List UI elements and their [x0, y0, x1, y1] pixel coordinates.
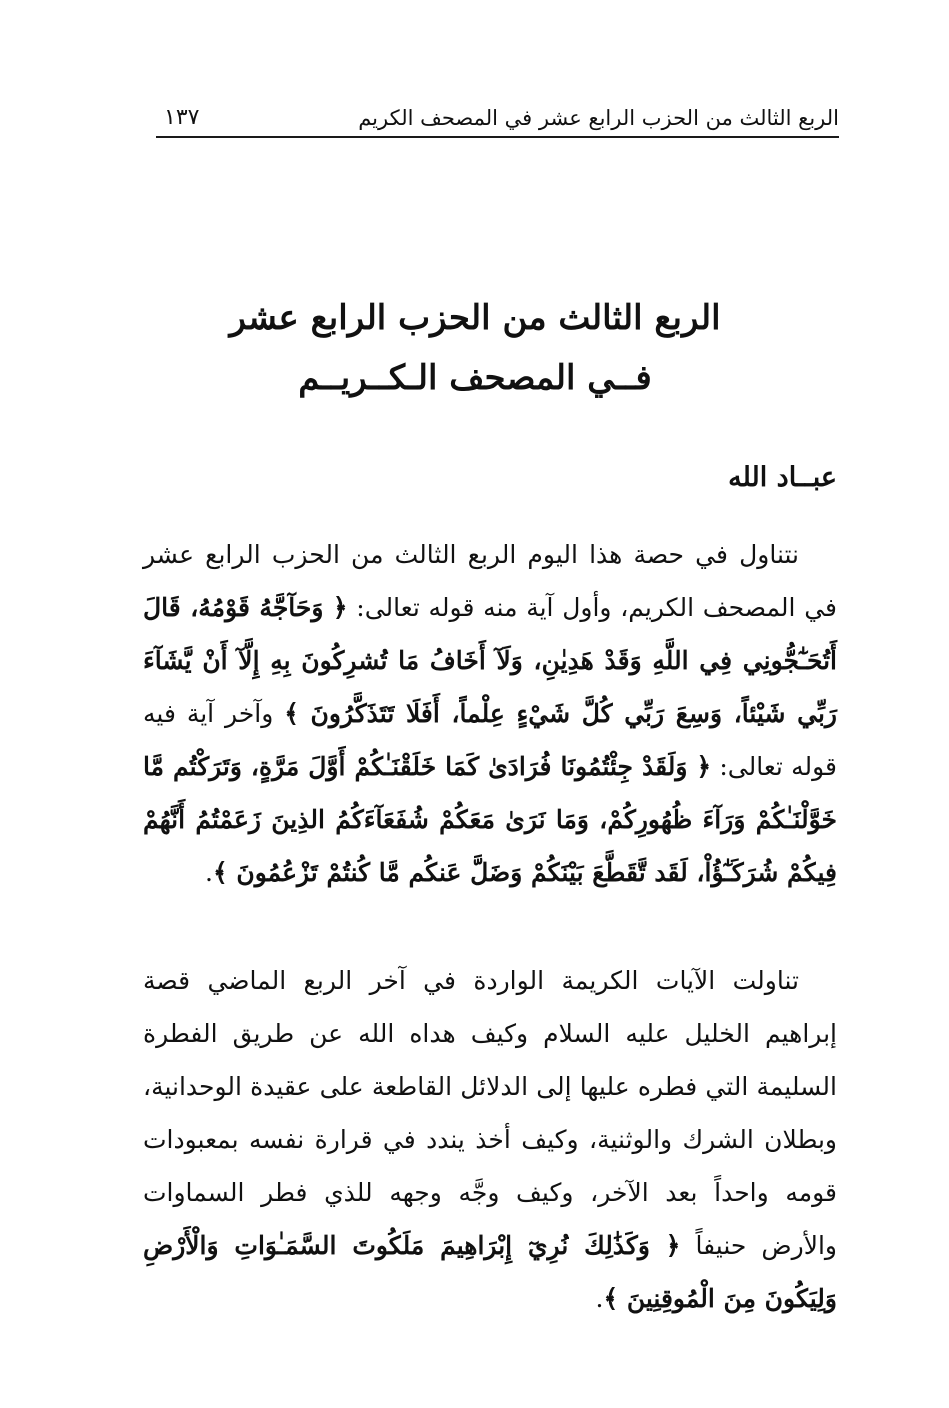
section-label: عبــاد الله: [728, 462, 837, 493]
quran-verse-1: ﴿ وَحَآجَّهُ قَوْمُهُ، قَالَ أَتُحَـٰٓجُّونِي فِي اللَّهِ وَقَدْ هَدِيٰنِ، وَلَآ أَخَافُ مَا تُشرِكُونَ بِهِ إِلَّآ أَنْ يَّشَآءَ رَبِّي شَيْئاً، وَسِعَ رَبِّي كُلَّ شَيْءٍ عِلْماً، أَفَلَا تَتَذَكَّرُونَ ﴾: [143, 593, 838, 728]
paragraph-2: [143, 954, 837, 1325]
heading-line-2: فــي المصحف الـكــريــم: [298, 358, 652, 398]
heading-line-1: الربع الثالث من الحزب الرابع عشر: [229, 298, 721, 338]
quran-verse-2: ﴿ وَلَقَدْ جِئْتُمُونَا فُرَادَىٰ كَمَا خَلَقْنَـٰكُمْ أَوَّلَ مَرَّةٍ، وَتَرَكْتُم مَّا خَوَّلْنَـٰكُمْ وَرَآءَ ظُهُورِكُمْ، وَمَا نَرَىٰ مَعَكُمْ شُفَعَآءَكُمُ الذِينَ زَعَمْتُمُ أَنَّهُمْ فِيكُمْ شُرَكَـٰٓؤُاْ، لَقَد تَّقَطَّعَ بَيْنَكُمْ وَضَلَّ عَنكُم مَّا كُنتُمْ تَزْعُمُونَ ﴾: [143, 752, 837, 887]
running-header: [156, 96, 839, 138]
running-title: الربع الثالث من الحزب الرابع عشر في المصحف الكريم: [358, 106, 839, 130]
paragraph-2-end: .: [595, 1284, 604, 1313]
paragraph-2-intro: تناولت الآيات الكريمة الواردة في آخر الربع الماضي قصة إبراهيم الخليل عليه السلام وكيف هداه الله عن طريق الفطرة السليمة التي فطره عليها إلى الدلائل القاطعة على عقيدة الوحدانية، وبطلان الشرك والوثنية، وكيف أخذ يندد في قرارة نفسه بمعبودات قومه واحداً بعد الآخر، وكيف وجَّه وجهه للذي فطر السماوات والأرض حنيفاً: [143, 966, 837, 1260]
page-heading: [150, 288, 800, 408]
paragraph-1-middle: وآخر آية فيه قوله تعالى:: [143, 699, 837, 781]
page-number: ١٣٧: [164, 105, 200, 130]
quran-verse-3: ﴿ وَكَذَٰلِكَ نُرِيٓ إِبْرَاهِيمَ مَلَكُوتَ السَّمَـٰوَاتِ وَالْأَرْضِ وَلِيَكُونَ مِنَ الْمُوقِنِينَ ﴾: [143, 1231, 837, 1313]
paragraph-1: [143, 528, 837, 899]
paragraph-1-intro: نتناول في حصة هذا اليوم الربع الثالث من الحزب الرابع عشر في المصحف الكريم، وأول آية منه قوله تعالى:: [143, 540, 837, 622]
paragraph-1-end: .: [205, 858, 213, 887]
